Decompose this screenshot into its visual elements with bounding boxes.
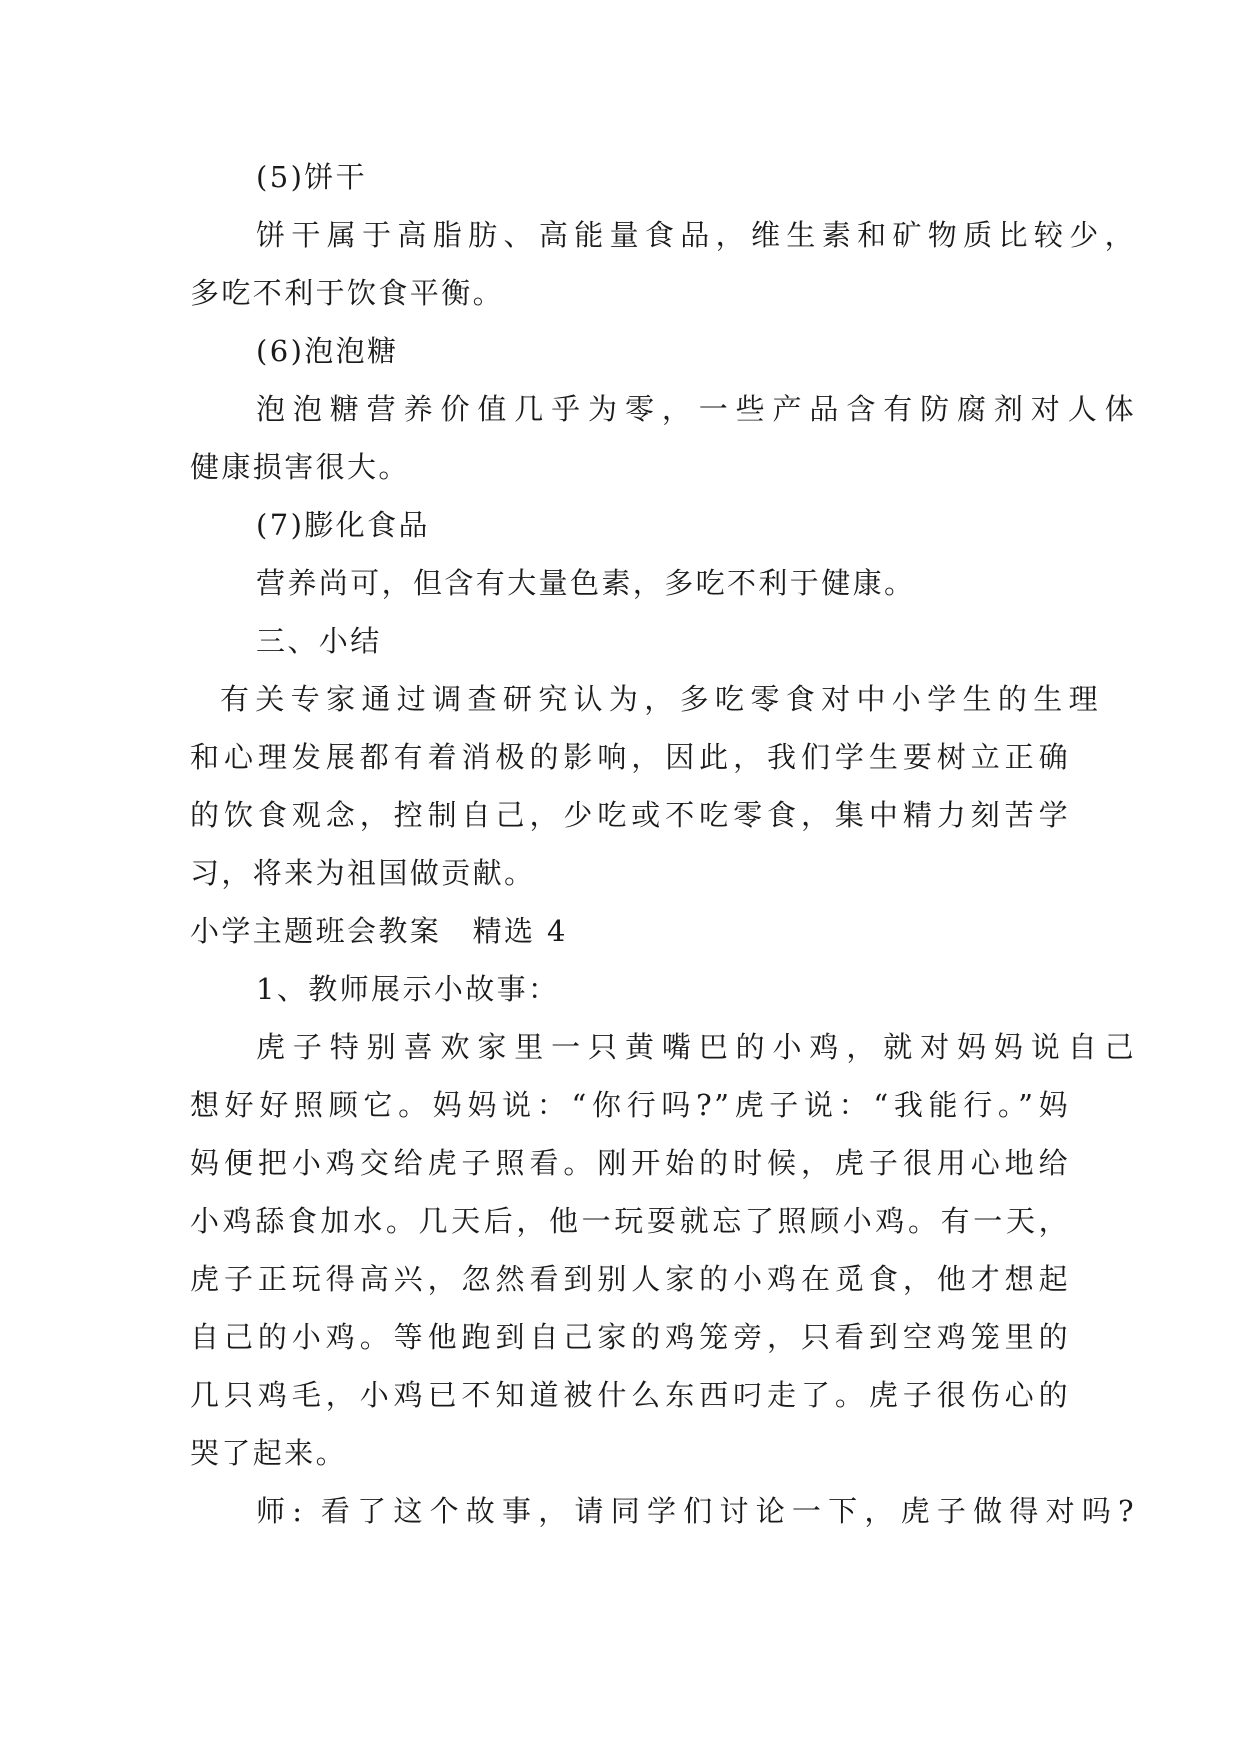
paragraph-line: 妈便把小鸡交给虎子照看。刚开始的时候，虎子很用心地给 <box>190 1146 1070 1180</box>
heading-bubble-gum: (6)泡泡糖 <box>256 334 399 368</box>
paragraph-line: 几只鸡毛，小鸡已不知道被什么东西叼走了。虎子很伤心的 <box>190 1378 1070 1412</box>
paragraph-line: 虎子特别喜欢家里一只黄嘴巴的小鸡，就对妈妈说自己 <box>256 1030 1136 1064</box>
paragraph-line: 多吃不利于饮食平衡。 <box>190 276 505 310</box>
paragraph-line: 想好好照顾它。妈妈说：“你行吗?”虎子说：“我能行。”妈 <box>190 1088 1070 1122</box>
paragraph-line: 营养尚可，但含有大量色素，多吃不利于健康。 <box>256 566 916 600</box>
paragraph-line: 的饮食观念，控制自己，少吃或不吃零食，集中精力刻苦学 <box>190 798 1070 832</box>
paragraph-line: 虎子正玩得高兴，忽然看到别人家的小鸡在觅食，他才想起 <box>190 1262 1070 1296</box>
paragraph-line: 饼干属于高脂肪、高能量食品，维生素和矿物质比较少， <box>256 218 1136 252</box>
step-heading: 1、教师展示小故事： <box>256 972 560 1006</box>
heading-biscuit: (5)饼干 <box>256 160 368 194</box>
paragraph-line: 小鸡舔食加水。几天后，他一玩耍就忘了照顾小鸡。有一天， <box>190 1204 1070 1238</box>
paragraph-line: 自己的小鸡。等他跑到自己家的鸡笼旁，只看到空鸡笼里的 <box>190 1320 1070 1354</box>
paragraph-line: 和心理发展都有着消极的影响，因此，我们学生要树立正确 <box>190 740 1070 774</box>
section-heading-summary: 三、小结 <box>256 624 382 658</box>
paragraph-line: 泡泡糖营养价值几乎为零，一些产品含有防腐剂对人体 <box>256 392 1136 426</box>
heading-puffed-food: (7)膨化食品 <box>256 508 430 542</box>
teacher-question: 师: 看了这个故事，请同学们讨论一下，虎子做得对吗? <box>256 1494 1136 1528</box>
paragraph-line: 习，将来为祖国做贡献。 <box>190 856 536 890</box>
paragraph-line: 有关专家通过调查研究认为，多吃零食对中小学生的生理 <box>220 682 1100 716</box>
paragraph-line: 哭了起来。 <box>190 1436 348 1470</box>
section-title: 小学主题班会教案 精选 4 <box>190 914 568 948</box>
paragraph-line: 健康损害很大。 <box>190 450 410 484</box>
